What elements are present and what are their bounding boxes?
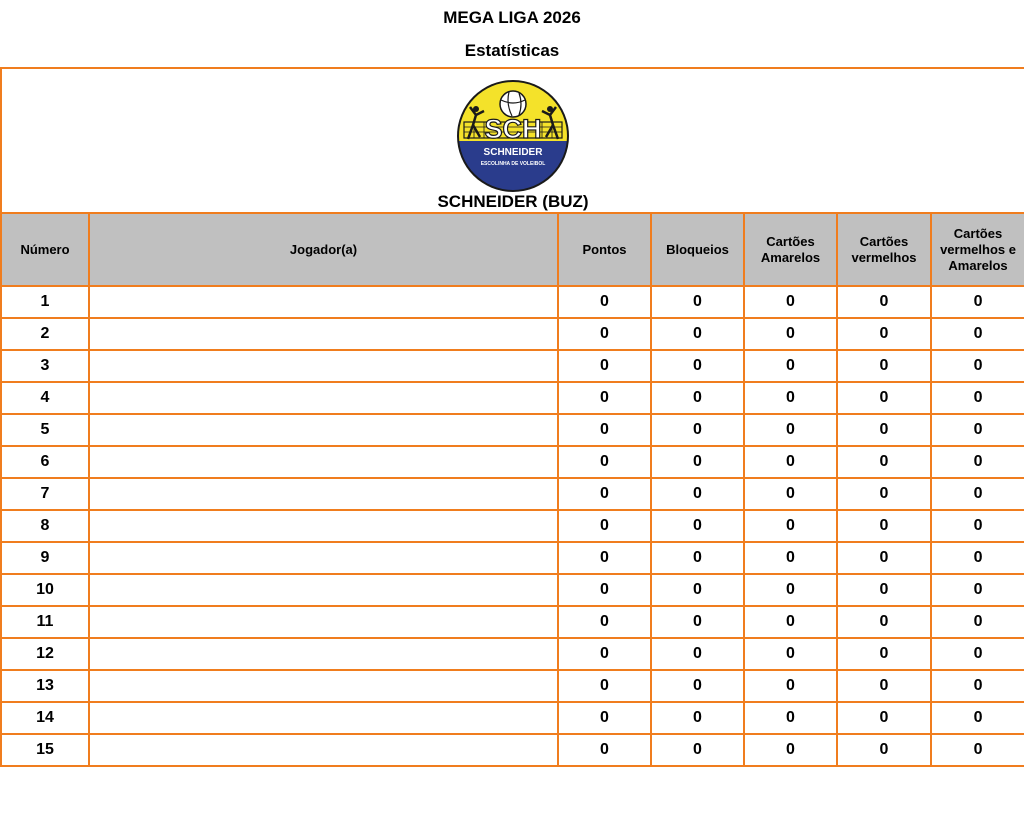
cell-bloqueios: 0	[651, 638, 744, 670]
cell-amarelos: 0	[744, 414, 837, 446]
logo-initials: SCH	[484, 114, 542, 144]
cell-bloqueios: 0	[651, 382, 744, 414]
team-logo	[456, 79, 570, 193]
cell-numero: 2	[1, 318, 89, 350]
cell-jogador	[89, 510, 558, 542]
cell-amarelos: 0	[744, 350, 837, 382]
cell-bloqueios: 0	[651, 606, 744, 638]
col-header-cartoes-vermelhos-amarelos: Cartões vermelhos e Amarelos	[931, 213, 1024, 286]
cell-amarelos: 0	[744, 286, 837, 318]
cell-numero: 4	[1, 382, 89, 414]
cell-bloqueios: 0	[651, 670, 744, 702]
table-row	[1, 702, 1024, 734]
cell-vermelhos-amarelos: 0	[931, 318, 1024, 350]
cell-numero: 11	[1, 606, 89, 638]
table-row	[1, 638, 1024, 670]
col-header-numero: Número	[1, 213, 89, 286]
table-row	[1, 286, 1024, 318]
cell-bloqueios: 0	[651, 286, 744, 318]
cell-amarelos: 0	[744, 478, 837, 510]
cell-jogador	[89, 414, 558, 446]
cell-bloqueios: 0	[651, 350, 744, 382]
cell-pontos: 0	[558, 574, 651, 606]
col-header-cartoes-vermelhos: Cartões vermelhos	[837, 213, 931, 286]
col-header-bloqueios: Bloqueios	[651, 213, 744, 286]
cell-bloqueios: 0	[651, 446, 744, 478]
cell-jogador	[89, 446, 558, 478]
cell-vermelhos-amarelos: 0	[931, 542, 1024, 574]
cell-vermelhos: 0	[837, 606, 931, 638]
cell-jogador	[89, 702, 558, 734]
cell-vermelhos: 0	[837, 446, 931, 478]
cell-numero: 1	[1, 286, 89, 318]
col-header-jogador: Jogador(a)	[89, 213, 558, 286]
cell-pontos: 0	[558, 638, 651, 670]
table-row	[1, 318, 1024, 350]
cell-pontos: 0	[558, 670, 651, 702]
cell-numero: 15	[1, 734, 89, 766]
cell-bloqueios: 0	[651, 414, 744, 446]
cell-bloqueios: 0	[651, 478, 744, 510]
cell-bloqueios: 0	[651, 318, 744, 350]
table-row	[1, 414, 1024, 446]
table-row	[1, 446, 1024, 478]
cell-pontos: 0	[558, 702, 651, 734]
logo-tagline: ESCOLINHA DE VOLEIBOL	[480, 161, 546, 167]
cell-amarelos: 0	[744, 510, 837, 542]
team-header-row	[1, 68, 1024, 213]
cell-pontos: 0	[558, 606, 651, 638]
team-header-cell	[1, 68, 1024, 213]
cell-numero: 5	[1, 414, 89, 446]
cell-vermelhos: 0	[837, 574, 931, 606]
cell-jogador	[89, 478, 558, 510]
cell-vermelhos-amarelos: 0	[931, 510, 1024, 542]
table-row	[1, 478, 1024, 510]
cell-numero: 7	[1, 478, 89, 510]
cell-vermelhos: 0	[837, 318, 931, 350]
cell-vermelhos-amarelos: 0	[931, 606, 1024, 638]
cell-pontos: 0	[558, 734, 651, 766]
cell-jogador	[89, 606, 558, 638]
cell-vermelhos: 0	[837, 510, 931, 542]
cell-amarelos: 0	[744, 638, 837, 670]
cell-amarelos: 0	[744, 702, 837, 734]
cell-numero: 13	[1, 670, 89, 702]
cell-bloqueios: 0	[651, 574, 744, 606]
cell-pontos: 0	[558, 446, 651, 478]
cell-jogador	[89, 350, 558, 382]
cell-amarelos: 0	[744, 574, 837, 606]
cell-vermelhos: 0	[837, 286, 931, 318]
cell-pontos: 0	[558, 318, 651, 350]
cell-numero: 3	[1, 350, 89, 382]
cell-amarelos: 0	[744, 670, 837, 702]
cell-amarelos: 0	[744, 606, 837, 638]
cell-vermelhos: 0	[837, 734, 931, 766]
cell-amarelos: 0	[744, 734, 837, 766]
cell-pontos: 0	[558, 286, 651, 318]
cell-numero: 9	[1, 542, 89, 574]
cell-bloqueios: 0	[651, 542, 744, 574]
cell-vermelhos-amarelos: 0	[931, 382, 1024, 414]
cell-numero: 8	[1, 510, 89, 542]
cell-pontos: 0	[558, 478, 651, 510]
cell-jogador	[89, 670, 558, 702]
cell-vermelhos: 0	[837, 478, 931, 510]
cell-vermelhos: 0	[837, 350, 931, 382]
stats-table	[0, 67, 1024, 767]
cell-jogador	[89, 542, 558, 574]
cell-numero: 14	[1, 702, 89, 734]
col-header-cartoes-amarelos: Cartões Amarelos	[744, 213, 837, 286]
cell-numero: 12	[1, 638, 89, 670]
cell-pontos: 0	[558, 382, 651, 414]
cell-vermelhos-amarelos: 0	[931, 702, 1024, 734]
cell-vermelhos-amarelos: 0	[931, 286, 1024, 318]
cell-vermelhos-amarelos: 0	[931, 478, 1024, 510]
cell-vermelhos-amarelos: 0	[931, 446, 1024, 478]
cell-pontos: 0	[558, 350, 651, 382]
cell-vermelhos-amarelos: 0	[931, 414, 1024, 446]
table-row	[1, 510, 1024, 542]
cell-jogador	[89, 638, 558, 670]
cell-numero: 10	[1, 574, 89, 606]
cell-pontos: 0	[558, 542, 651, 574]
table-row	[1, 542, 1024, 574]
table-row	[1, 670, 1024, 702]
cell-vermelhos: 0	[837, 670, 931, 702]
cell-vermelhos-amarelos: 0	[931, 638, 1024, 670]
cell-pontos: 0	[558, 414, 651, 446]
cell-amarelos: 0	[744, 542, 837, 574]
cell-vermelhos: 0	[837, 702, 931, 734]
cell-bloqueios: 0	[651, 734, 744, 766]
cell-amarelos: 0	[744, 446, 837, 478]
logo-brand: SCHNEIDER	[483, 147, 543, 158]
table-row	[1, 350, 1024, 382]
col-header-pontos: Pontos	[558, 213, 651, 286]
cell-vermelhos: 0	[837, 414, 931, 446]
cell-jogador	[89, 382, 558, 414]
cell-vermelhos-amarelos: 0	[931, 350, 1024, 382]
table-row	[1, 382, 1024, 414]
cell-jogador	[89, 286, 558, 318]
cell-vermelhos: 0	[837, 382, 931, 414]
cell-bloqueios: 0	[651, 510, 744, 542]
cell-amarelos: 0	[744, 318, 837, 350]
schneider-volleyball-logo-icon	[456, 79, 570, 193]
table-row	[1, 734, 1024, 766]
cell-vermelhos: 0	[837, 542, 931, 574]
page-title: MEGA LIGA 2026	[443, 8, 581, 27]
cell-numero: 6	[1, 446, 89, 478]
cell-vermelhos-amarelos: 0	[931, 574, 1024, 606]
page-subtitle: Estatísticas	[464, 41, 560, 60]
cell-vermelhos: 0	[837, 638, 931, 670]
cell-pontos: 0	[558, 510, 651, 542]
cell-jogador	[89, 574, 558, 606]
cell-bloqueios: 0	[651, 702, 744, 734]
cell-jogador	[89, 734, 558, 766]
cell-vermelhos-amarelos: 0	[931, 670, 1024, 702]
cell-vermelhos-amarelos: 0	[931, 734, 1024, 766]
team-name: SCHNEIDER (BUZ)	[437, 192, 589, 211]
column-header-row	[1, 213, 1024, 286]
table-row	[1, 574, 1024, 606]
cell-amarelos: 0	[744, 382, 837, 414]
table-row	[1, 606, 1024, 638]
cell-jogador	[89, 318, 558, 350]
